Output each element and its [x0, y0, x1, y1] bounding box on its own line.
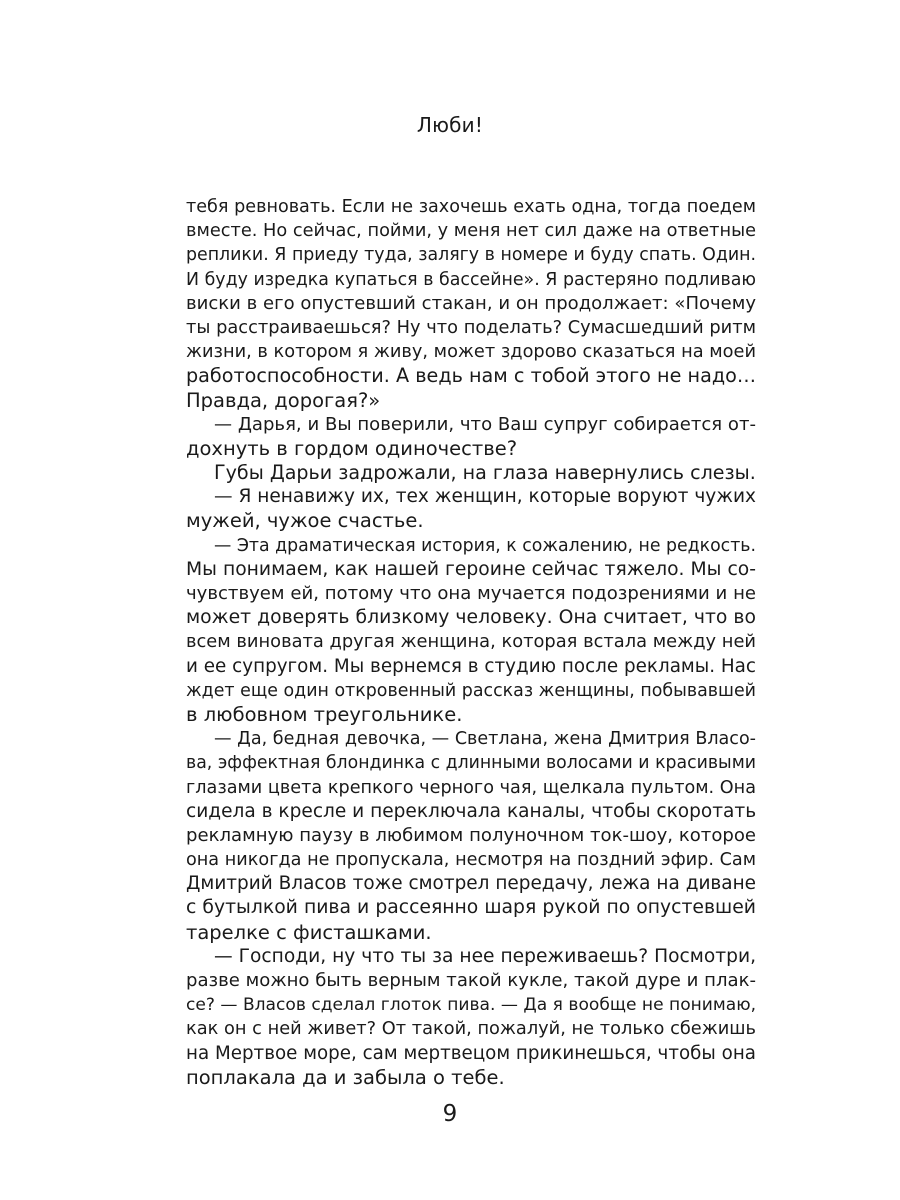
text-line: и ее супругом. Мы вернемся в студию после рекламы. Нас — [186, 655, 756, 677]
body-text — [186, 195, 756, 1090]
text-line: Правда, дорогая?» — [186, 388, 381, 412]
text-line: в любовном треугольнике. — [186, 702, 463, 726]
text-line: Дмитрий Власов тоже смотрел передачу, лежа на диване — [186, 873, 756, 895]
text-line: дохнуть в гордом одиночестве? — [186, 436, 518, 460]
text-line: поплакала да и забыла о тебе. — [186, 1065, 505, 1089]
page-number: 9 — [442, 1101, 458, 1127]
text-line: — Господи, ну что ты за нее переживаешь? Посмотри, — [214, 945, 756, 967]
text-line: реплики. Я приеду туда, залягу в номере и буду спать. Один. — [186, 245, 756, 266]
text-line: чувствуем ей, потому что она мучается подозрениями и не — [186, 583, 756, 604]
text-line: Мы понимаем, как нашей героине сейчас тяжело. Мы со- — [186, 558, 756, 580]
text-line: — Дарья, и Вы поверили, что Ваш супруг собирается от- — [214, 413, 756, 435]
text-line: виски в его опустевший стакан, и он продолжает: «Почему — [186, 292, 756, 314]
text-line: тарелке с фисташками. — [186, 920, 432, 944]
text-line: всем виновата другая женщина, которая встала между ней — [186, 631, 756, 653]
text-line: — Эта драматическая история, к сожалению, не редкость. — [214, 535, 756, 556]
text-line: рекламную паузу в любимом полуночном ток-шоу, которое — [186, 824, 756, 846]
text-line: сидела в кресле и переключала каналы, чтобы скоротать — [186, 800, 757, 822]
text-line: она никогда не пропускала, несмотря на поздний эфир. Сам — [186, 850, 756, 871]
text-line: работоспособности. А ведь нам с тобой этого не надо… — [186, 364, 756, 388]
text-line: мужей, чужое счастье. — [186, 509, 424, 533]
text-line: — Я ненавижу их, тех женщин, которые воруют чужих — [214, 486, 756, 508]
text-line: ты расстраиваешься? Ну что поделать? Сумасшедший ритм — [186, 316, 756, 338]
text-line: ждет еще один откровенный рассказ женщины, побывавшей — [186, 680, 756, 701]
text-line: на Мертвое море, сам мертвецом прикинешься, чтобы она — [186, 1042, 756, 1064]
text-line: разве можно быть верным такой кукле, такой дуре и плак- — [186, 970, 756, 991]
text-line: се? — Власов сделал глоток пива. — Да я вообще не понимаю, — [186, 995, 756, 1016]
text-line: с бутылкой пива и рассеянно шаря рукой по опустевшей — [186, 897, 756, 919]
text-line: ва, эффектная блондинка с длинными волосами и красивыми — [186, 753, 756, 774]
text-line: вместе. Но сейчас, пойми, у меня нет сил даже на ответные — [186, 221, 756, 242]
text-line: как он с ней живет? От такой, пожалуй, не только сбежишь — [186, 1019, 756, 1040]
text-line: Губы Дарьи задрожали, на глаза навернулись слезы. — [214, 462, 756, 485]
text-line: тебя ревновать. Если не захочешь ехать одна, тогда поедем — [186, 197, 756, 217]
text-line: — Да, бедная девочка, — Светлана, жена Дмитрия Власо- — [214, 729, 756, 750]
text-line: может доверять близкому человеку. Она считает, что во — [186, 607, 756, 629]
text-line: И буду изредка купаться в бассейне». Я растеряно подливаю — [186, 269, 756, 290]
text-line: глазами цвета крепкого черного чая, щелкала пультом. Она — [186, 777, 756, 798]
text-line: жизни, в котором я живу, может здорово сказаться на моей — [186, 342, 756, 363]
running-title: Люби! — [416, 113, 484, 137]
